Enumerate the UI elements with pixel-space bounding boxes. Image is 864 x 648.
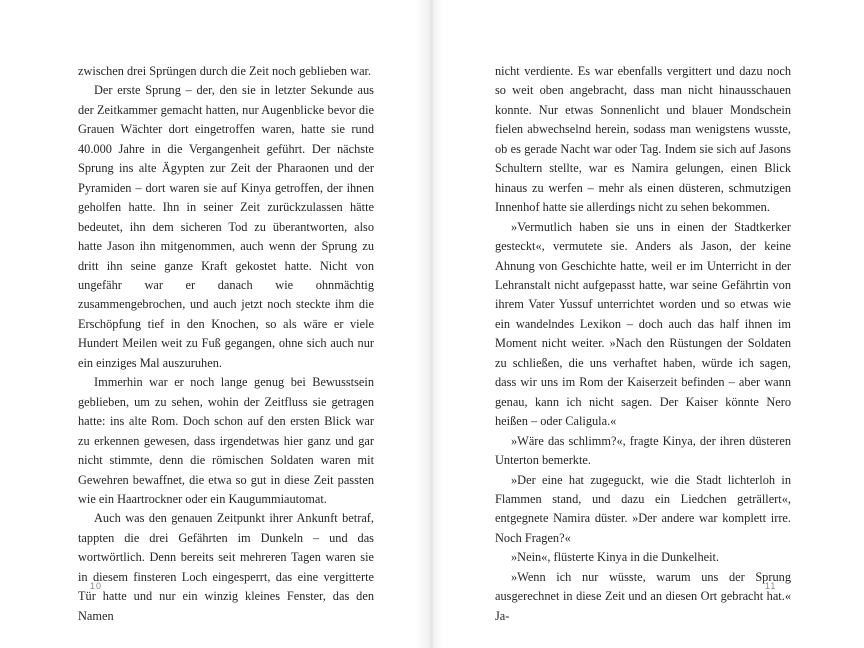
paragraph: Auch was den genauen Zeitpunkt ihrer Ankunft betraf, tappten die drei Gefährten im Dunkeln – und das wortwörtlich. Denn bereits seit mehreren Tagen waren sie in diesem finsteren Loch eingesperrt, das eine vergitterte Tür hatte und nur ein winzig kleines Fenster, das den Namen [78,511,374,623]
left-page [0,0,430,648]
paragraph: nicht verdiente. Es war ebenfalls vergittert und dazu noch so weit oben angebracht, dass man nicht hinausschauen konnte. Nur etwas Sonnenlicht und blauer Mondschein fielen abwechselnd herein, sodass man wenigstens wusste, ob es gerade Nacht war oder Tag. Indem sie sich auf Jasons Schultern stellte, war es Namira gelungen, einen Blick hinaus zu werfen – mehr als einen düsteren, schmutzigen Innenhof hatte sie allerdings nicht zu sehen bekommen. [495,64,791,215]
paragraph: »Wenn ich nur wüsste, warum uns der Sprung ausgerechnet in diese Zeit und an diesen Ort gebracht hat.« Ja- [495,569,791,623]
gutter-shadow [416,0,430,648]
paragraph: zwischen drei Sprüngen durch die Zeit noch geblieben war. [78,64,372,78]
paragraph: »Nein«, flüsterte Kinya in die Dunkelheit. [511,550,720,565]
left-page-text [78,62,374,626]
paragraph: »Wäre das schlimm?«, fragte Kinya, der ihren düsteren Unterton bemerkte. [495,433,791,468]
right-page-text [495,62,791,626]
paragraph: Immerhin war er noch lange genug bei Bewusstsein geblieben, um zu sehen, wohin der Zeitfluss sie getragen hatte: ins alte Rom. Doch schon auf den ersten Blick war zu erkennen gewesen, dass irgendetwas hier ganz und gar nicht stimmte, denn die römischen Soldaten waren mit Gewehren bewaffnet, die etwa so gut in diese Zeit passten wie ein Haartrockner oder ein Kaugummiautomat. [78,375,374,506]
paragraph: »Vermutlich haben sie uns in einen der Stadtkerker gesteckt«, vermutete sie. Anders als Jason, der keine Ahnung von Geschichte hatte, weil er im Unterricht in der Lehranstalt nicht aufgepasst hatte, war seine Gefährtin von ihrem Vater Yussuf unterrichtet worden und so etwas wie ein wandelndes Lexikon – doch auch das half ihnen im Moment nicht weiter. »Nach den Rüstungen der Soldaten zu schließen, die uns verhaftet haben, würde ich sagen, dass wir uns im Rom der Kaiserzeit befinden – aber wann genau, kann ich nicht sagen. Der Kaiser könnte Nero heißen – oder Caligula.« [495,219,791,429]
page-number: 11 [765,581,777,591]
page-number: 10 [90,581,103,591]
paragraph: »Der eine hat zugeguckt, wie die Stadt lichterloh in Flammen stand, und dazu ein Liedchen geträllert«, entgegnete Namira düster. »Der andere war komplett irre. Noch Fragen?« [495,472,791,545]
gutter-shadow [433,0,443,648]
right-page [433,0,864,648]
paragraph: Der erste Sprung – der, den sie in letzter Sekunde aus der Zeitkammer gemacht hatten, nur Augenblicke bevor die Grauen Wächter dort eingetroffen waren, hatte sie rund 40.000 Jahre in die Vergangenheit geführt. Der nächste Sprung ins alte Ägypten zur Zeit der Pharaonen und der Pyramiden – dort waren sie auf Kinya getroffen, der ihnen geholfen hatte. Ihn in seiner Zeit zurückzulassen hätte bedeutet, ihn dem sicheren Tod zu überantworten, also hatte Jason ihn mitgenommen, auch wenn der Sprung zu dritt ihn seine ganze Kraft gekostet hatte. Nicht von ungefähr war er danach wie ohnmächtig zusammengebrochen, und auch jetzt noch steckte ihm die Erschöpfung tief in den Knochen, so als wäre er viele Hundert Meilen weit zu Fuß gegangen, ohne sich auch nur ein einziges Mal auszuruhen. [78,83,374,370]
